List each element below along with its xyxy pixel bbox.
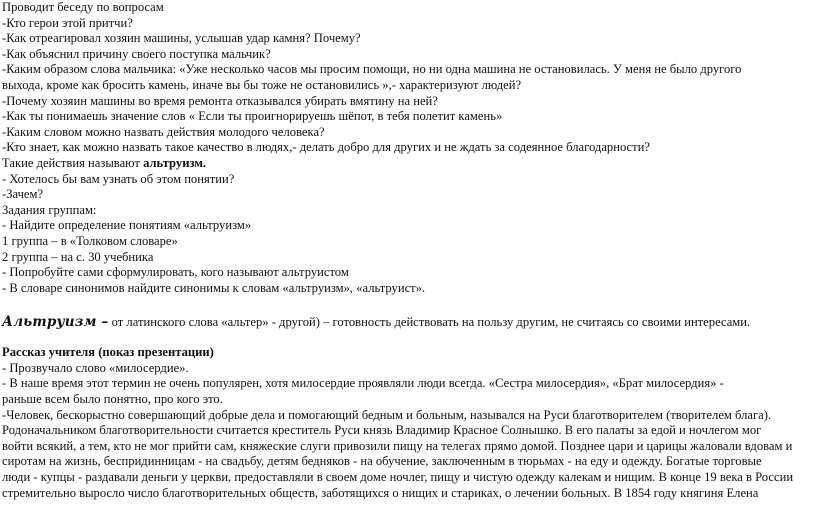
text-line: -Зачем? — [2, 187, 44, 202]
story-line: сиротам на жизнь, беспридинницам - на свадьбу, детям бедняков - на обучение, заключенным в тюрьмах - на еду и одежду. Богатые торговые — [2, 454, 762, 469]
definition-term: Альтруизм – — [2, 314, 109, 331]
text-line: выхода, кроме как бросить камень, иначе вы бы тоже не остановились »,- характеризуют людей? — [2, 77, 522, 92]
questions-block — [2, 0, 816, 296]
text-line: -Кто герои этой притчи? — [2, 15, 133, 30]
story-line: раньше всем было понятно, про кого это. — [2, 392, 223, 407]
text-line: 2 группа – на с. 30 учебника — [2, 249, 154, 264]
altruism-prefix: Такие действия называют — [2, 155, 144, 170]
text-line: 1 группа – в «Толковом словаре» — [2, 233, 178, 248]
text-line: -Как объяснил причину своего поступка мальчик? — [2, 46, 271, 61]
text-line: -Каким образом слова мальчика: «Уже несколько часов мы просим помощи, но ни одна машина не остановилась. У меня не было другого — [2, 62, 742, 77]
story-line: -Человек, бескорыстно совершающий добрые дела и помогающий бедным и больным, назывался на Руси благотворителем (творителем блага). — [2, 407, 772, 422]
text-line: -Каким словом можно назвать действия молодого человека? — [2, 124, 325, 139]
story-line: стремительно выросло число благотворительных обществ, заботящихся о нищих и стариках, о лечении больных. В 1854 году княгиня Елена — [2, 485, 759, 500]
definition-text: от латинского слова «альтер» - другой) – готовность действовать на пользу другим, не считаясь со своими интересами. — [108, 315, 751, 330]
story-line: - В наше время этот термин не очень популярен, хотя милосердие проявляли люди всегда. «Сестра милосердия», «Брат милосердия» - — [2, 376, 724, 391]
text-line: -Почему хозяин машины во время ремонта отказывался убирать вмятину на ней? — [2, 93, 438, 108]
text-line: - В словаре синонимов найдите синонимы к словам «альтруизм», «альтруист». — [2, 280, 426, 295]
story-heading: Рассказ учителя (показ презентации) — [2, 345, 214, 360]
spacer — [2, 296, 816, 311]
text-line: Проводит беседу по вопросам — [2, 0, 164, 14]
altruism-word: альтруизм. — [143, 155, 207, 170]
story-line: - Прозвучало слово «милосердие». — [2, 360, 189, 375]
text-line: Задания группам: — [2, 202, 97, 217]
text-line: -Как ты понимаешь значение слов « Если ты проигнорируешь шёпот, в тебя полетит камень» — [2, 109, 503, 124]
story-block — [2, 345, 816, 501]
text-line: - Хотелось бы вам узнать об этом понятии? — [2, 171, 235, 186]
story-line: Родоначальником благотворительности считается креститель Руси князь Владимир Красное Солнышко. В его палаты за едой и ночлегом мог — [2, 423, 762, 438]
story-line: войти всякий, а тем, кто не мог прийти сам, княжеские слуги привозили пищу на телегах прямо домой. Позднее цари и царицы жаловали вдовам и — [2, 438, 793, 453]
story-line: люди - купцы - раздавали деньги у церкви, предоставляли в своем доме ночлег, пищу и чистую одежду калекам и нищим. В конце 19 века в России — [2, 470, 794, 485]
definition-line — [2, 314, 816, 331]
spacer — [2, 331, 816, 345]
text-line: -Кто знает, как можно назвать такое качество в людях,- делать добро для других и не ждать за содеянное благодарности? — [2, 140, 650, 155]
altruism-line — [2, 156, 816, 172]
text-line: -Как отреагировал хозяин машины, услышав удар камня? Почему? — [2, 31, 361, 46]
text-line: - Найдите определение понятиям «альтруизм» — [2, 218, 252, 233]
text-line: - Попробуйте сами сформулировать, кого называют альтруистом — [2, 265, 349, 280]
